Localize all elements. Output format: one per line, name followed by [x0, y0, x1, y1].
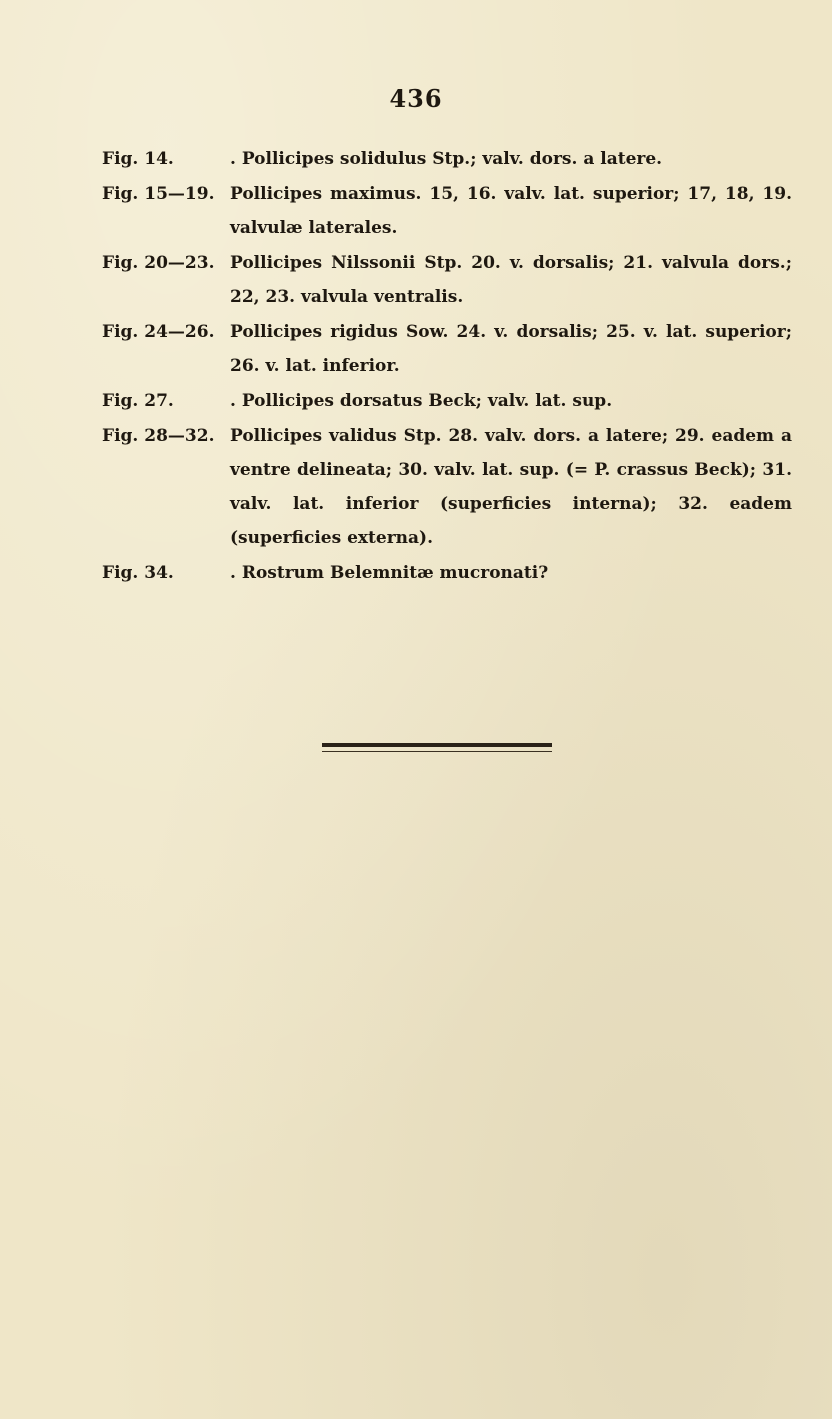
- end-rule-thick: [322, 743, 552, 747]
- figure-caption-entry: [102, 142, 792, 176]
- figure-description: . Rostrum Belemnitæ mucronati?: [230, 563, 549, 583]
- figure-caption-entry: [102, 177, 792, 245]
- figure-caption-entry: [102, 315, 792, 383]
- figure-caption-entry: [102, 246, 792, 314]
- figure-description: Pollicipes Nilssonii Stp. 20. v. dorsalis; 21. valvula dors.; 22, 23. valvula ventralis.: [230, 253, 792, 307]
- figure-label: Fig. 28—32.: [102, 426, 215, 446]
- figure-description: . Pollicipes dorsatus Beck; valv. lat. sup.: [230, 391, 613, 411]
- figure-description: . Pollicipes solidulus Stp.; valv. dors. a latere.: [230, 149, 663, 169]
- figure-label: Fig. 20—23.: [102, 253, 215, 273]
- figure-captions-list: [102, 142, 792, 591]
- figure-caption-entry: [102, 384, 792, 418]
- figure-label: Fig. 27.: [102, 391, 174, 411]
- figure-description: Pollicipes rigidus Sow. 24. v. dorsalis; 25. v. lat. superior; 26. v. lat. inferior.: [230, 322, 792, 376]
- figure-description: Pollicipes validus Stp. 28. valv. dors. a latere; 29. eadem a ventre delineata; 30. valv. lat. sup. (= P. crassus Beck); 31. valv. lat. inferior (superficies interna); 32. eadem (superficies externa).: [230, 426, 792, 548]
- end-rule-thin: [322, 751, 552, 752]
- figure-caption-entry: [102, 419, 792, 555]
- figure-label: Fig. 15—19.: [102, 184, 215, 204]
- figure-label: Fig. 14.: [102, 149, 174, 169]
- figure-label: Fig. 24—26.: [102, 322, 215, 342]
- figure-caption-entry: [102, 556, 792, 590]
- figure-description: Pollicipes maximus. 15, 16. valv. lat. superior; 17, 18, 19. valvulæ laterales.: [230, 184, 792, 238]
- page-number: 436: [389, 84, 443, 113]
- figure-label: Fig. 34.: [102, 563, 174, 583]
